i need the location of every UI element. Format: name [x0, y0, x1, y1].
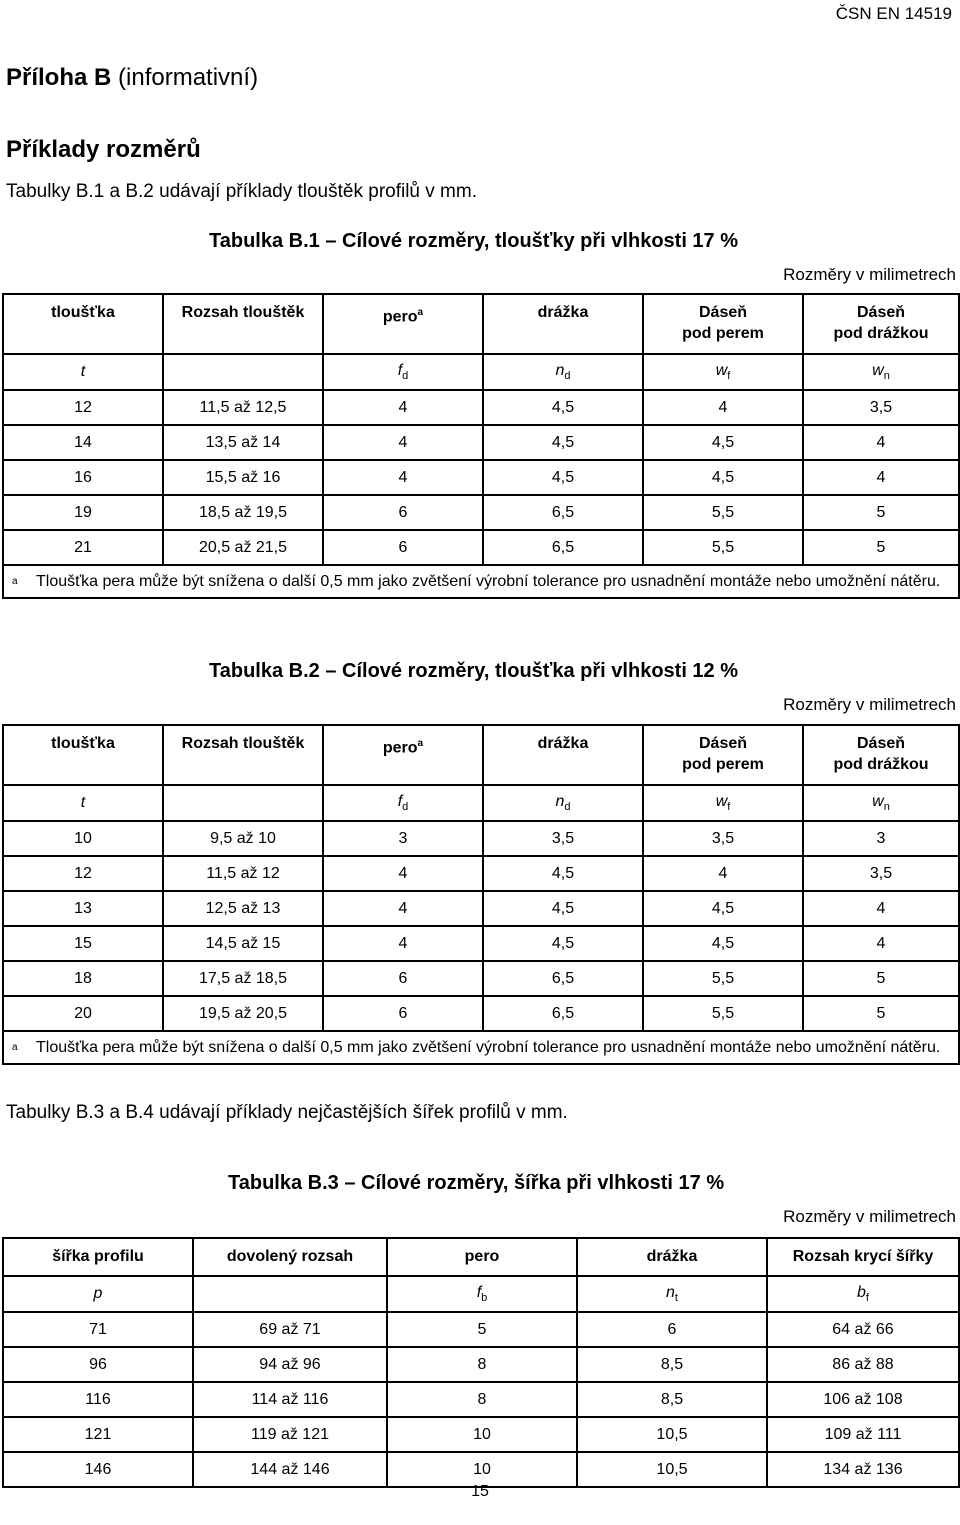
- table-cell: 15,5 až 16: [163, 460, 323, 495]
- table-cell: 12,5 až 13: [163, 891, 323, 926]
- table-cell: 4,5: [483, 390, 643, 425]
- intro-text-1: Tabulky B.1 a B.2 udávají příklady tlouštěk profilů v mm.: [6, 181, 477, 202]
- header-thickness-range: Rozsah tlouštěk: [163, 725, 323, 785]
- table-cell: 4,5: [483, 856, 643, 891]
- table-b1: [2, 293, 960, 599]
- table-row: [3, 926, 959, 961]
- intro-text-2: Tabulky B.3 a B.4 udávají příklady nejčastějších šířek profilů v mm.: [6, 1102, 568, 1123]
- table-cell: 4,5: [483, 926, 643, 961]
- table-cell: 5: [803, 495, 959, 530]
- header-groove: drážka: [483, 294, 643, 354]
- table-cell: 6: [323, 996, 483, 1031]
- table-cell: 18,5 až 19,5: [163, 495, 323, 530]
- table-cell: 4: [323, 390, 483, 425]
- table-cell: 5: [387, 1312, 577, 1347]
- footnote-text: Tloušťka pera může být snížena o další 0,5 mm jako zvětšení výrobní tolerance pro usnadnění montáže nebo umožnění nátěru.: [36, 573, 941, 590]
- table-footnote: [3, 565, 959, 598]
- table-b3-units: Rozměry v milimetrech: [783, 1207, 956, 1226]
- table-cell: 6,5: [483, 495, 643, 530]
- table-header-row: [3, 725, 959, 785]
- table-cell: 4,5: [643, 891, 803, 926]
- table-header-row: [3, 1238, 959, 1276]
- table-cell: 96: [3, 1347, 193, 1382]
- table-cell: 4: [323, 891, 483, 926]
- table-row: [3, 1382, 959, 1417]
- table-b2-caption: Tabulka B.2 – Cílové rozměry, tloušťka při vlhkosti 12 %: [209, 660, 739, 682]
- table-b3-caption: Tabulka B.3 – Cílové rozměry, šířka při vlhkosti 17 %: [228, 1172, 725, 1194]
- table-cell: 4,5: [643, 460, 803, 495]
- table-cell: 4: [323, 926, 483, 961]
- table-cell: 6: [577, 1312, 767, 1347]
- table-cell: 6,5: [483, 996, 643, 1031]
- table-cell: 10,5: [577, 1452, 767, 1487]
- symbol-fb: $f_b$: [387, 1276, 577, 1312]
- symbol-nd: $n_d$: [483, 354, 643, 390]
- header-tongue: pero$^a$: [323, 725, 483, 785]
- table-cell: 3,5: [803, 390, 959, 425]
- table-cell: 5: [803, 530, 959, 565]
- table-cell: 5,5: [643, 495, 803, 530]
- table-cell: 18: [3, 961, 163, 996]
- table-cell: 69 až 71: [193, 1312, 387, 1347]
- table-cell: 8,5: [577, 1382, 767, 1417]
- table-cell: 14,5 až 15: [163, 926, 323, 961]
- table-cell: 71: [3, 1312, 193, 1347]
- table-cell: 4: [643, 856, 803, 891]
- header-cover-width-range: Rozsah krycí šířky: [767, 1238, 959, 1276]
- symbol-fd: $f_d$: [323, 785, 483, 821]
- table-cell: 20: [3, 996, 163, 1031]
- symbol-wn: $w_n$: [803, 785, 959, 821]
- table-row: [3, 495, 959, 530]
- table-row: [3, 996, 959, 1031]
- table-cell: 4,5: [643, 926, 803, 961]
- header-groove: drážka: [577, 1238, 767, 1276]
- table-cell: 3,5: [483, 821, 643, 856]
- header-groove: drážka: [483, 725, 643, 785]
- table-cell: 3,5: [643, 821, 803, 856]
- table-cell: 11,5 až 12: [163, 856, 323, 891]
- table-cell: 5,5: [643, 530, 803, 565]
- table-cell: 134 až 136: [767, 1452, 959, 1487]
- table-cell: 86 až 88: [767, 1347, 959, 1382]
- table-cell: 21: [3, 530, 163, 565]
- table-cell: 19: [3, 495, 163, 530]
- table-cell: 5,5: [643, 961, 803, 996]
- table-b1-units: Rozměry v milimetrech: [783, 265, 956, 284]
- table-cell: 4: [323, 856, 483, 891]
- table-cell: 146: [3, 1452, 193, 1487]
- table-symbol-row: [3, 1276, 959, 1312]
- table-cell: 3,5: [803, 856, 959, 891]
- table-cell: 12: [3, 856, 163, 891]
- table-cell: 106 až 108: [767, 1382, 959, 1417]
- table-cell: 3: [803, 821, 959, 856]
- table-cell: 4: [323, 460, 483, 495]
- table-cell: 119 až 121: [193, 1417, 387, 1452]
- symbol-empty: [163, 785, 323, 821]
- table-cell: 116: [3, 1382, 193, 1417]
- table-cell: 4: [803, 425, 959, 460]
- table-footnote-row: [3, 565, 959, 598]
- table-row: [3, 530, 959, 565]
- header-lip-under-groove: Dáseň pod drážkou: [803, 725, 959, 785]
- footnote-mark: a: [12, 576, 18, 587]
- annex-type: (informativní): [111, 64, 259, 91]
- table-cell: 20,5 až 21,5: [163, 530, 323, 565]
- table-cell: 5,5: [643, 996, 803, 1031]
- table-cell: 4: [323, 425, 483, 460]
- table-row: [3, 1312, 959, 1347]
- table-row: [3, 821, 959, 856]
- table-cell: 4: [803, 926, 959, 961]
- table-cell: 4: [643, 390, 803, 425]
- table-cell: 4: [803, 460, 959, 495]
- table-cell: 4,5: [483, 460, 643, 495]
- table-row: [3, 856, 959, 891]
- table-row: [3, 1347, 959, 1382]
- table-cell: 10: [387, 1417, 577, 1452]
- table-cell: 6: [323, 495, 483, 530]
- header-thickness-range: Rozsah tlouštěk: [163, 294, 323, 354]
- table-b3: [2, 1237, 960, 1488]
- table-cell: 6,5: [483, 961, 643, 996]
- table-cell: 3: [323, 821, 483, 856]
- table-row: [3, 390, 959, 425]
- header-thickness: tloušťka: [3, 294, 163, 354]
- header-lip-under-tongue: Dáseň pod perem: [643, 725, 803, 785]
- footnote-mark: a: [12, 1042, 18, 1053]
- table-footnote-row: [3, 1031, 959, 1064]
- table-cell: 9,5 až 10: [163, 821, 323, 856]
- annex-label: Příloha B: [6, 64, 112, 91]
- annex-title: [6, 64, 258, 92]
- table-cell: 11,5 až 12,5: [163, 390, 323, 425]
- table-cell: 10,5: [577, 1417, 767, 1452]
- symbol-nd: $n_d$: [483, 785, 643, 821]
- table-cell: 4,5: [483, 425, 643, 460]
- table-header-row: [3, 294, 959, 354]
- table-row: [3, 1452, 959, 1487]
- table-b2: [2, 724, 960, 1065]
- table-cell: 6: [323, 961, 483, 996]
- table-cell: 16: [3, 460, 163, 495]
- table-b1-caption: Tabulka B.1 – Cílové rozměry, tloušťky při vlhkosti 17 %: [209, 230, 739, 252]
- symbol-wf: $w_f$: [643, 354, 803, 390]
- table-cell: 5: [803, 961, 959, 996]
- table-cell: 17,5 až 18,5: [163, 961, 323, 996]
- table-row: [3, 891, 959, 926]
- table-cell: 13: [3, 891, 163, 926]
- table-cell: 8: [387, 1382, 577, 1417]
- header-tongue: pero$^a$: [323, 294, 483, 354]
- symbol-empty: [193, 1276, 387, 1312]
- table-cell: 8: [387, 1347, 577, 1382]
- symbol-bf: $b_f$: [767, 1276, 959, 1312]
- table-cell: 4,5: [643, 425, 803, 460]
- header-tongue: pero: [387, 1238, 577, 1276]
- symbol-nt: $n_t$: [577, 1276, 767, 1312]
- table-cell: 6: [323, 530, 483, 565]
- table-cell: 4: [803, 891, 959, 926]
- document-code: ČSN EN 14519: [835, 4, 952, 23]
- table-row: [3, 425, 959, 460]
- symbol-wf: $w_f$: [643, 785, 803, 821]
- table-cell: 109 až 111: [767, 1417, 959, 1452]
- table-cell: 144 až 146: [193, 1452, 387, 1487]
- table-cell: 94 až 96: [193, 1347, 387, 1382]
- header-thickness: tloušťka: [3, 725, 163, 785]
- table-cell: 6,5: [483, 530, 643, 565]
- table-row: [3, 460, 959, 495]
- table-cell: 13,5 až 14: [163, 425, 323, 460]
- table-cell: 5: [803, 996, 959, 1031]
- symbol-fd: $f_d$: [323, 354, 483, 390]
- table-footnote: [3, 1031, 959, 1064]
- symbol-p: p: [3, 1276, 193, 1312]
- symbol-t: t: [3, 354, 163, 390]
- table-cell: 15: [3, 926, 163, 961]
- table-cell: 4,5: [483, 891, 643, 926]
- table-cell: 121: [3, 1417, 193, 1452]
- table-cell: 114 až 116: [193, 1382, 387, 1417]
- table-symbol-row: [3, 354, 959, 390]
- table-cell: 19,5 až 20,5: [163, 996, 323, 1031]
- header-lip-under-groove: Dáseň pod drážkou: [803, 294, 959, 354]
- page-number: 15: [471, 1483, 489, 1500]
- table-b2-units: Rozměry v milimetrech: [783, 695, 956, 714]
- symbol-empty: [163, 354, 323, 390]
- header-profile-width: šířka profilu: [3, 1238, 193, 1276]
- header-lip-under-tongue: Dáseň pod perem: [643, 294, 803, 354]
- table-symbol-row: [3, 785, 959, 821]
- header-allowed-range: dovolený rozsah: [193, 1238, 387, 1276]
- table-cell: 10: [3, 821, 163, 856]
- symbol-t: t: [3, 785, 163, 821]
- table-cell: 64 až 66: [767, 1312, 959, 1347]
- table-row: [3, 1417, 959, 1452]
- footnote-text: Tloušťka pera může být snížena o další 0,5 mm jako zvětšení výrobní tolerance pro usnadnění montáže nebo umožnění nátěru.: [36, 1039, 941, 1056]
- symbol-wn: $w_n$: [803, 354, 959, 390]
- table-cell: 14: [3, 425, 163, 460]
- table-cell: 12: [3, 390, 163, 425]
- table-cell: 10: [387, 1452, 577, 1487]
- section-title: Příklady rozměrů: [6, 136, 201, 163]
- table-cell: 8,5: [577, 1347, 767, 1382]
- table-row: [3, 961, 959, 996]
